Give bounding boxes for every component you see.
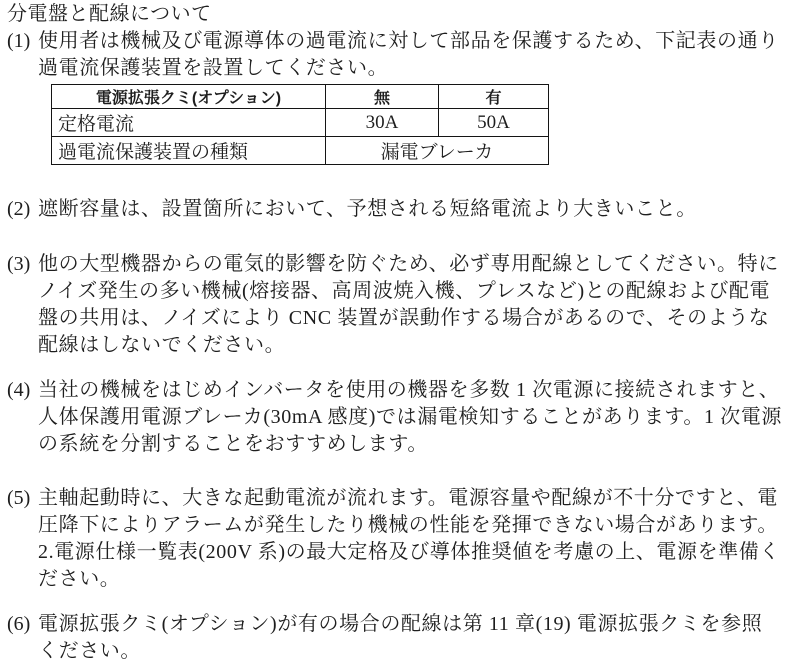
text-line: の系統を分割することをおすすめします。	[38, 433, 428, 455]
item-5-content	[38, 485, 800, 593]
text-line: ください。	[38, 640, 141, 662]
item-5-number: (5)	[7, 487, 31, 509]
text-line: 2.電源仕様一覧表(200V 系)の最大定格及び導体推奨値を考慮の上、電源を準備く	[38, 541, 781, 563]
item-6-content	[38, 611, 800, 662]
text-line: 圧降下によりアラームが発生したり機械の性能を発揮できない場合があります。	[38, 514, 778, 536]
cell-rated-current-without: 30A	[326, 109, 439, 137]
item-2-number: (2)	[7, 198, 31, 220]
text-line: ノイズ発生の多い機械(熔接器、高周波焼入機、プレスなど)との配線および配電	[38, 280, 771, 302]
text-line: 使用者は機械及び電源導体の過電流に対して部品を保護するため、下記表の通り	[38, 30, 779, 52]
cell-protection-type-value: 漏電ブレーカ	[326, 137, 549, 165]
list-item-5	[7, 485, 800, 593]
text-line: 主軸起動時に、大きな起動電流が流れます。電源容量や配線が不十分ですと、電	[38, 487, 778, 509]
list-item-3	[7, 251, 800, 359]
item-4-number: (4)	[7, 379, 31, 401]
header-cell-with: 有	[439, 85, 549, 109]
list-item-2	[7, 196, 800, 223]
text-line: 人体保護用電源ブレーカ(30mA 感度)では漏電検知することがあります。1 次電源	[38, 406, 783, 428]
cell-protection-type-label: 過電流保護装置の種類	[52, 137, 326, 165]
header-cell-option: 電源拡張クミ(オプション)	[52, 85, 326, 109]
item-6-number: (6)	[7, 613, 31, 635]
text-line: 盤の共用は、ノイズにより CNC 装置が誤動作する場合があるので、そのような	[38, 307, 770, 329]
list-item-4	[7, 377, 800, 458]
header-cell-without: 無	[326, 85, 439, 109]
text-line: 遮断容量は、設置箇所において、予想される短絡電流より大きいこと。	[38, 198, 697, 220]
text-line: 他の大型機器からの電気的影響を防ぐため、必ず専用配線としてください。特に	[38, 253, 779, 275]
item-4-content	[38, 377, 800, 458]
table-row-protection-type	[52, 137, 549, 165]
cell-rated-current-label: 定格電流	[52, 109, 326, 137]
item-3-number: (3)	[7, 253, 31, 275]
text-line: 配線はしないでください。	[38, 334, 286, 356]
page-title: 分電盤と配線について	[7, 3, 212, 25]
text-line: 過電流保護装置を設置してください。	[38, 57, 389, 79]
item-2-content	[38, 196, 800, 223]
item-1-content	[38, 28, 800, 165]
text-line: 電源拡張クミ(オプション)が有の場合の配線は第 11 章(19) 電源拡張クミを参照	[38, 613, 763, 635]
table-row-rated-current	[52, 109, 549, 137]
power-expansion-option-table	[51, 84, 549, 165]
list-item-1	[7, 28, 800, 165]
text-line: ださい。	[38, 568, 121, 590]
cell-rated-current-with: 50A	[439, 109, 549, 137]
text-line: 当社の機械をはじめインバータを使用の機器を多数 1 次電源に接続されますと、	[38, 379, 780, 401]
table-header-row	[52, 85, 549, 109]
list-item-6	[7, 611, 800, 662]
item-1-number: (1)	[7, 30, 31, 52]
item-3-content	[38, 251, 800, 359]
